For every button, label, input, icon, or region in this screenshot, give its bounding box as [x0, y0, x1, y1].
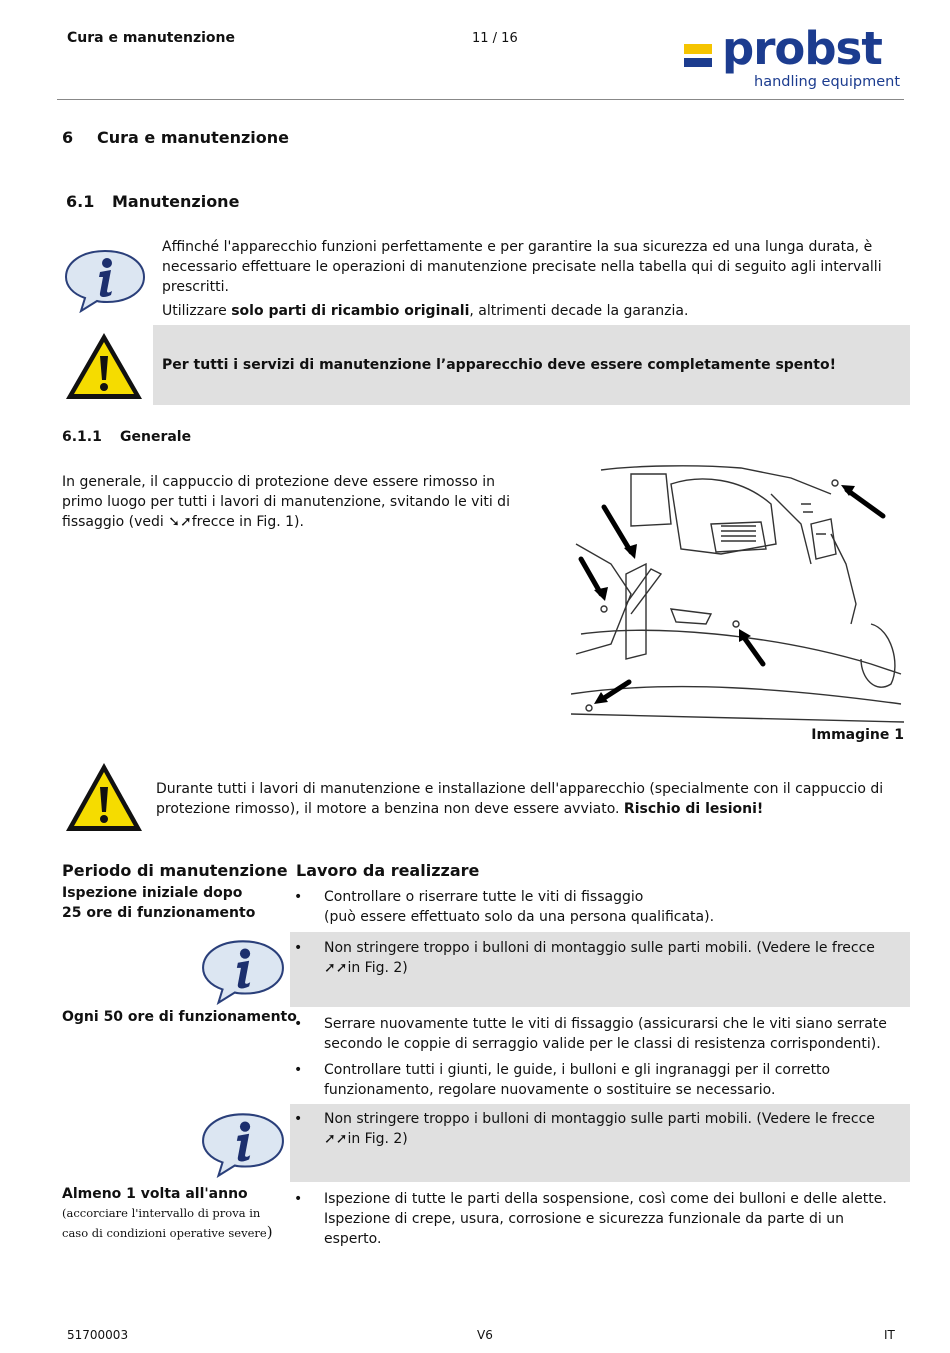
section-number: 6.1.1 — [62, 429, 102, 445]
row3-period-block — [62, 1184, 282, 1243]
header-rule — [57, 99, 904, 100]
intro-paragraph: Affinché l'apparecchio funzioni perfettamente e per garantire la sua sicurezza ed una lunga durata, è necessario effettuare le operazioni di manutenzione precisate nella tabella qui di seguito agli intervalli prescritti. — [162, 239, 882, 295]
page-number: 11 / 16 — [472, 31, 518, 46]
general-text — [62, 472, 512, 532]
warning-triangle-icon — [63, 760, 145, 834]
header-section-title: Cura e manutenzione — [67, 30, 235, 46]
row3-period: Almeno 1 volta all'anno — [62, 1186, 248, 1202]
footer-language: IT — [884, 1328, 895, 1342]
text: Durante tutti i lavori di manutenzione e installazione dell'apparecchio (specialmente con il cappuccio di protezione rimosso), il motore a benzina non deve essere avviato. — [156, 781, 884, 817]
text: Non stringere troppo i bulloni di montaggio sulle parti mobili. (Vedere le frecce — [324, 940, 875, 956]
row1-period: Ispezione iniziale dopo 25 ore di funzionamento — [62, 885, 256, 921]
text-bold: Rischio di lesioni! — [623, 801, 764, 817]
text: in Fig. 2) — [347, 960, 408, 976]
list-item: • Ispezione di tutte le parti della sospensione, così come dei bulloni e delle alette. Ispezione di crepe, usura, corrosione e sicurezza funzionale da parte di un esperto. — [290, 1189, 895, 1249]
section-title: Generale — [120, 429, 192, 445]
list-item: • Controllare tutti i giunti, le guide, i bulloni e gli ingranaggi per il corretto funzionamento, regolare nuovamente o sostituire se necessario. — [290, 1060, 890, 1100]
info-icon — [200, 937, 286, 1005]
intro-text — [162, 237, 897, 321]
logo-bar-blue — [684, 58, 712, 67]
table-header-period: Periodo di manutenzione — [62, 861, 288, 880]
section-number: 6.1 — [66, 192, 95, 211]
list-item — [290, 887, 900, 927]
note-list — [290, 1109, 910, 1149]
note-list — [290, 938, 910, 978]
row3-subnote — [62, 1204, 282, 1243]
text: , altrimenti decade la garanzia. — [469, 303, 689, 319]
logo-word: probst — [722, 22, 882, 75]
list-item: • Serrare nuovamente tutte le viti di fissaggio (assicurarsi che le viti siano serrate secondo le coppie di serraggio valide per le classi di resistenza corrispondenti). — [290, 1014, 890, 1054]
probst-logo — [684, 22, 900, 94]
intro-spare-parts — [162, 301, 897, 321]
footer-doc-number: 51700003 — [67, 1328, 129, 1342]
section-number: 6 — [62, 128, 74, 147]
warning-text: Per tutti i servizi di manutenzione l’apparecchio deve essere completamente spento! — [162, 357, 836, 373]
list-item — [290, 1109, 884, 1149]
section-title: Manutenzione — [112, 192, 240, 211]
row2-period: Ogni 50 ore di funzionamento — [62, 1009, 297, 1025]
text: ) — [266, 1223, 273, 1241]
task-list — [290, 1189, 895, 1249]
text: Non stringere troppo i bulloni di montaggio sulle parti mobili. (Vedere le frecce — [324, 1111, 875, 1127]
text-bold: solo parti di ricambio originali — [231, 303, 470, 319]
logo-bar-yellow — [684, 44, 712, 54]
arrows-symbol: ➘➚ — [168, 514, 192, 530]
info-icon — [200, 1110, 286, 1178]
row3-tasks — [290, 1189, 895, 1249]
task-list — [290, 887, 900, 927]
general-paragraph — [62, 472, 512, 532]
text: Utilizzare — [162, 303, 232, 319]
section-title: Cura e manutenzione — [97, 128, 289, 147]
warning-triangle-icon — [63, 330, 145, 402]
warning-box — [153, 325, 910, 405]
table-header-work: Lavoro da realizzare — [296, 861, 480, 880]
info-icon — [63, 247, 147, 313]
list-item — [290, 938, 884, 978]
row1-note-box — [290, 932, 910, 1007]
logo-subtitle: handling equipment — [754, 74, 900, 90]
arrows-symbol: ➚➚ — [324, 1131, 348, 1147]
section-heading-6-1-1 — [62, 429, 191, 445]
text: In generale, il cappuccio di protezione deve essere rimosso in primo luogo per tutti i lavori di manutenzione, svitando le viti di fissaggio (vedi — [62, 474, 510, 530]
row2-note-box — [290, 1104, 910, 1182]
row1-tasks — [290, 887, 900, 927]
row2-tasks — [290, 1014, 890, 1100]
warning2-text — [156, 779, 896, 819]
text: (può essere effettuato solo da una persona qualificata). — [324, 909, 715, 925]
section-heading-6-1 — [66, 192, 239, 211]
figure-caption: Immagine 1 — [811, 727, 904, 743]
text: Controllare o riserrare tutte le viti di fissaggio — [324, 889, 644, 905]
arrows-symbol: ➚➚ — [324, 960, 348, 976]
warning2-text-block — [156, 779, 896, 819]
figure-1-machine-drawing — [571, 464, 904, 726]
section-heading-6 — [62, 128, 289, 147]
text: frecce in Fig. 1). — [191, 514, 304, 530]
task-list — [290, 1014, 890, 1100]
text: (accorciare l'intervallo di prova in caso di condizioni operative severe — [62, 1206, 267, 1240]
footer-version: V6 — [477, 1328, 493, 1342]
text: in Fig. 2) — [347, 1131, 408, 1147]
